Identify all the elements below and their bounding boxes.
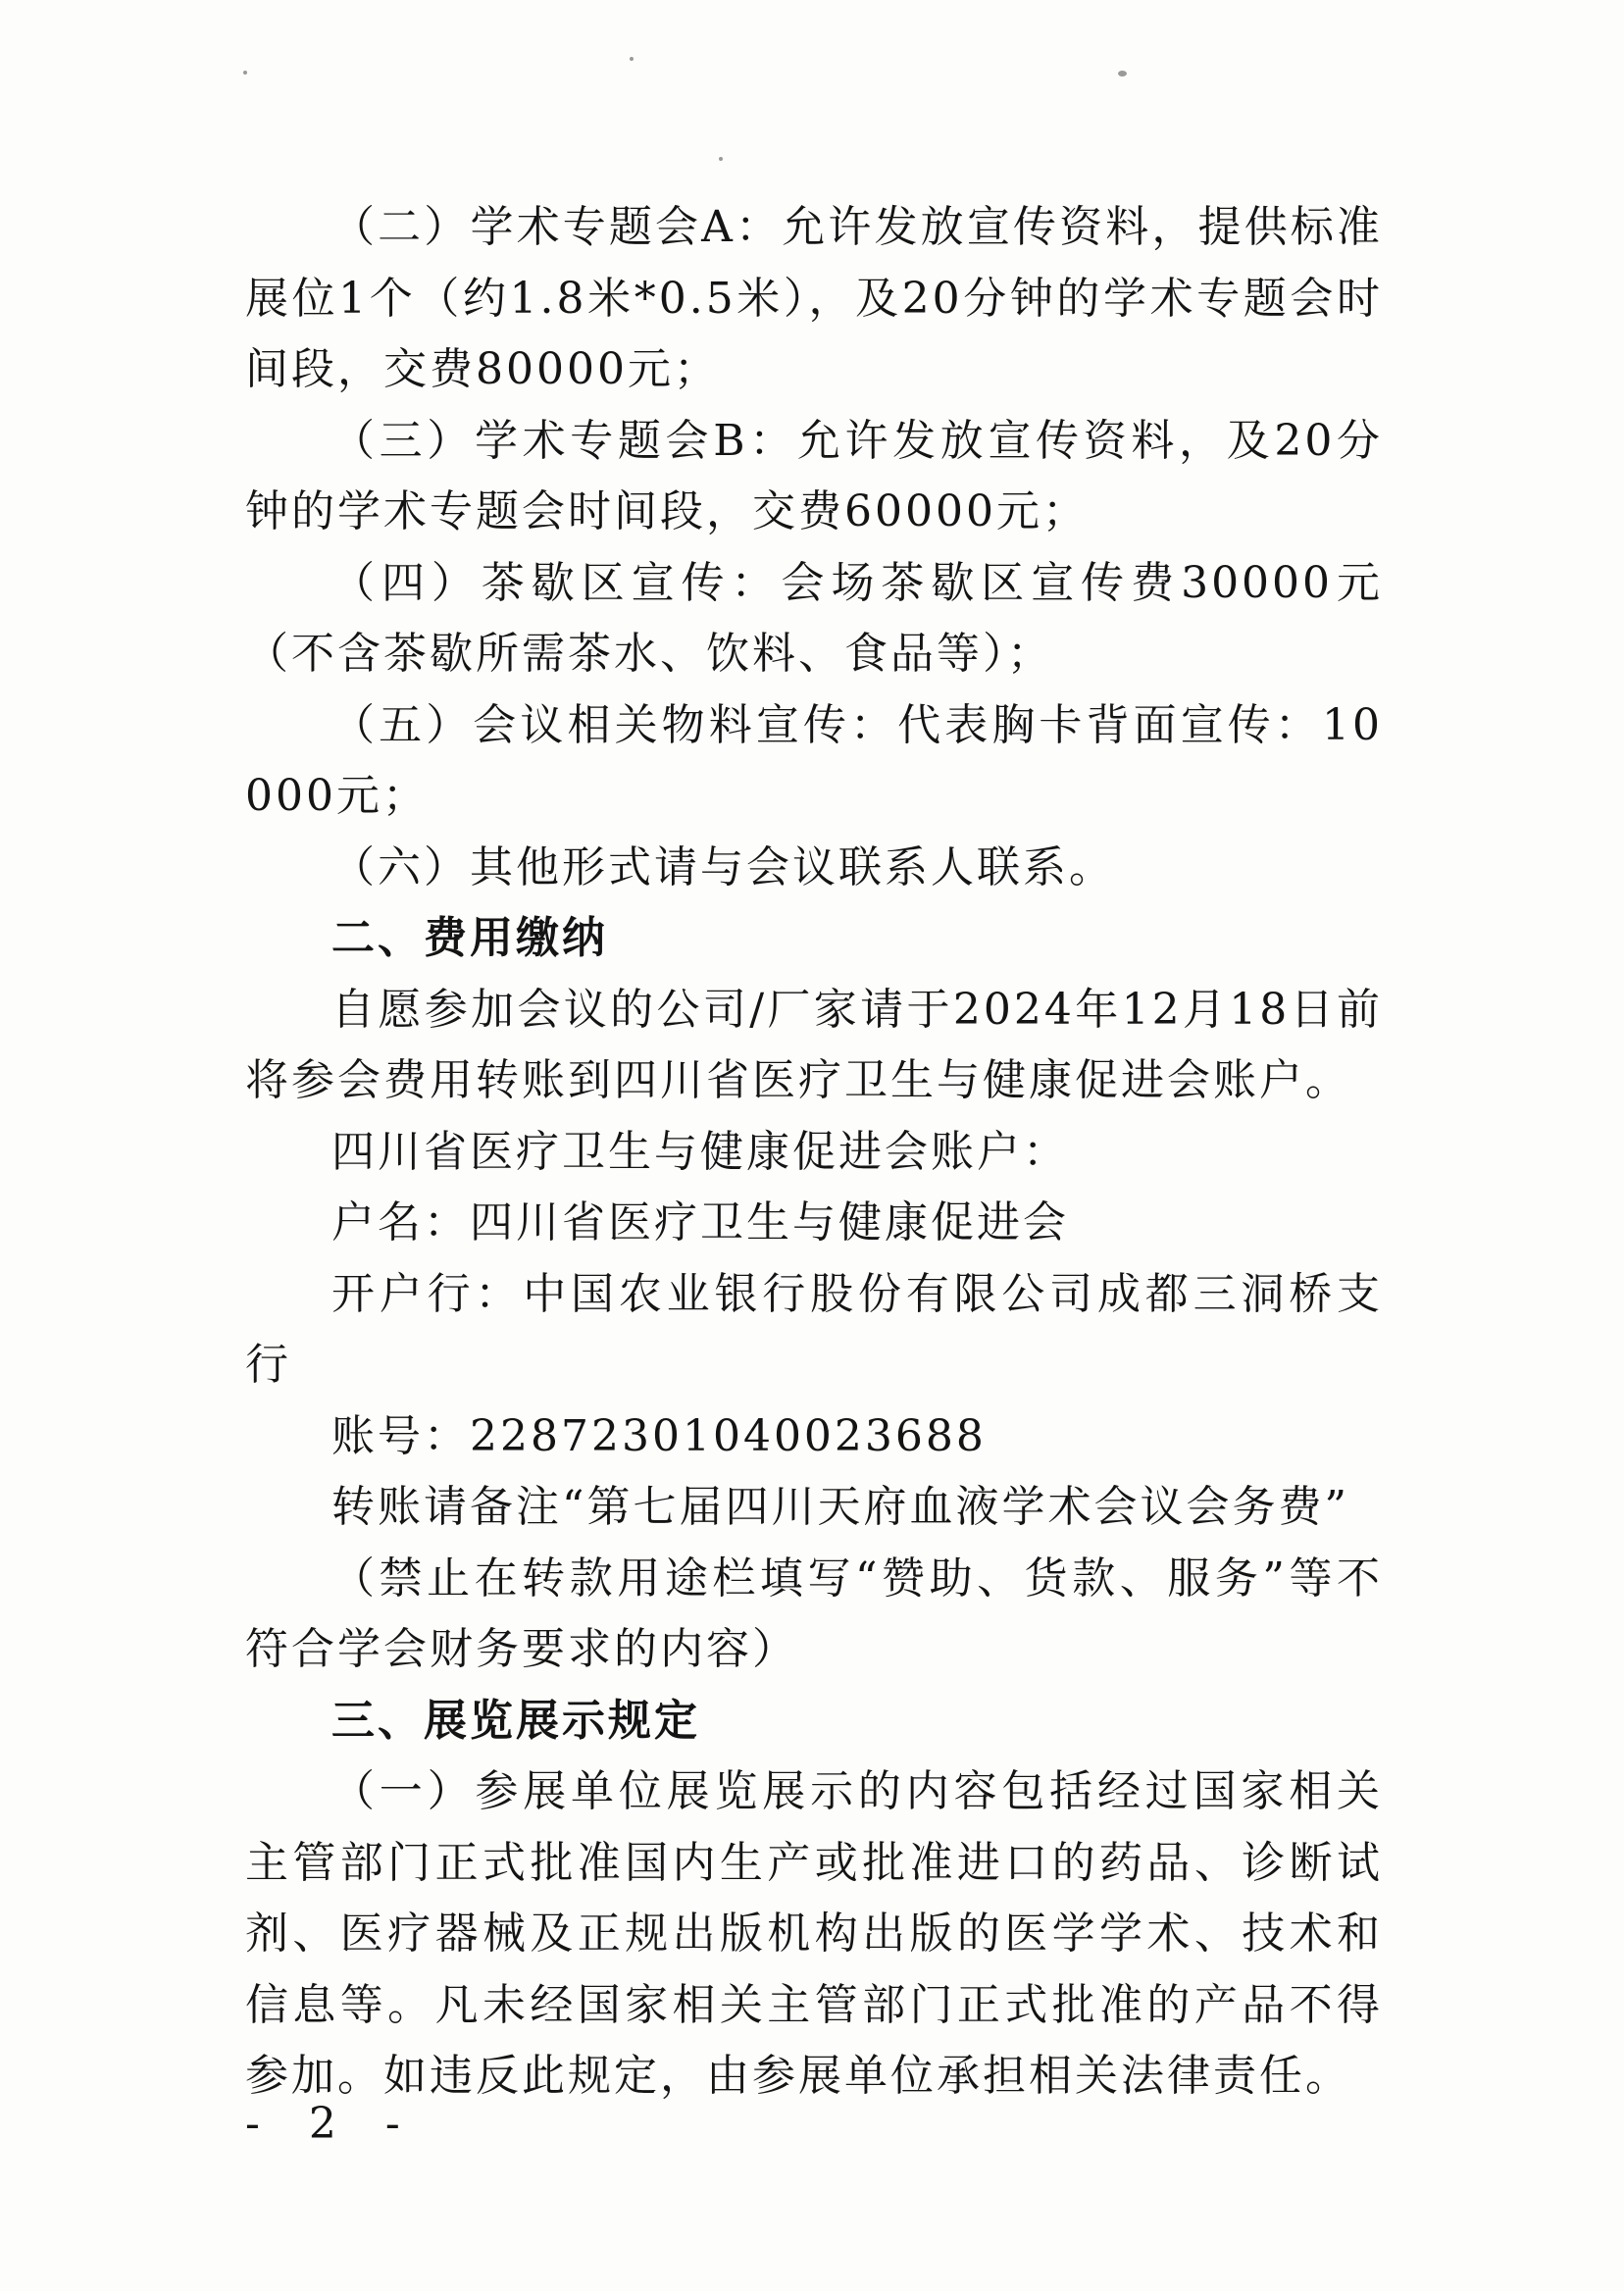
document-body [245,192,1383,2113]
scan-speck [1118,71,1127,76]
scan-speck [719,157,723,161]
paragraph-payment-deadline: 自愿参加会议的公司/厂家请于2024年12月18日前将参会费用转账到四川省医疗卫生与健康促进会账户。 [245,984,1383,1105]
section-heading-fee-payment: 二、费用缴纳 [331,913,608,963]
paragraph-account-number: 账号：22872301040023688 [331,1410,987,1461]
page-number: - 2 - [245,2099,418,2149]
paragraph-account-title: 四川省医疗卫生与健康促进会账户： [331,1126,1069,1177]
paragraph-other-forms: （六）其他形式请与会议联系人联系。 [331,841,1115,892]
paragraph-exhibition-content: （一）参展单位展览展示的内容包括经过国家相关主管部门正式批准国内生产或批准进口的药品、诊断试剂、医疗器械及正规出版机构出版的医学学术、技术和信息等。凡未经国家相关主管部门正式批准的产品不得参加。如违反此规定，由参展单位承担相关法律责任。 [245,1766,1383,2101]
paragraph-tea-break: （四）茶歇区宣传：会场茶歇区宣传费30000元（不含茶歇所需茶水、饮料、食品等）； [245,557,1383,679]
paragraph-bank: 开户行：中国农业银行股份有限公司成都三洞桥支行 [245,1268,1383,1390]
scan-speck [243,71,247,75]
paragraph-prohibition: （禁止在转款用途栏填写“赞助、货款、服务”等不符合学会财务要求的内容） [245,1553,1383,1674]
paragraph-materials: （五）会议相关物料宣传：代表胸卡背面宣传：10000元； [245,699,1383,821]
section-heading-exhibition-rules: 三、展览展示规定 [331,1695,700,1746]
scan-speck [630,57,634,61]
paragraph-transfer-note: 转账请备注“第七届四川天府血液学术会议会务费” [331,1482,1349,1532]
paragraph-academic-session-a: （二）学术专题会A：允许发放宣传资料，提供标准展位1个（约1.8米*0.5米），及20分钟的学术专题会时间段，交费80000元； [245,202,1383,394]
paragraph-account-name: 户名：四川省医疗卫生与健康促进会 [331,1197,1069,1247]
paragraph-academic-session-b: （三）学术专题会B：允许发放宣传资料，及20分钟的学术专题会时间段，交费60000元； [245,415,1383,536]
